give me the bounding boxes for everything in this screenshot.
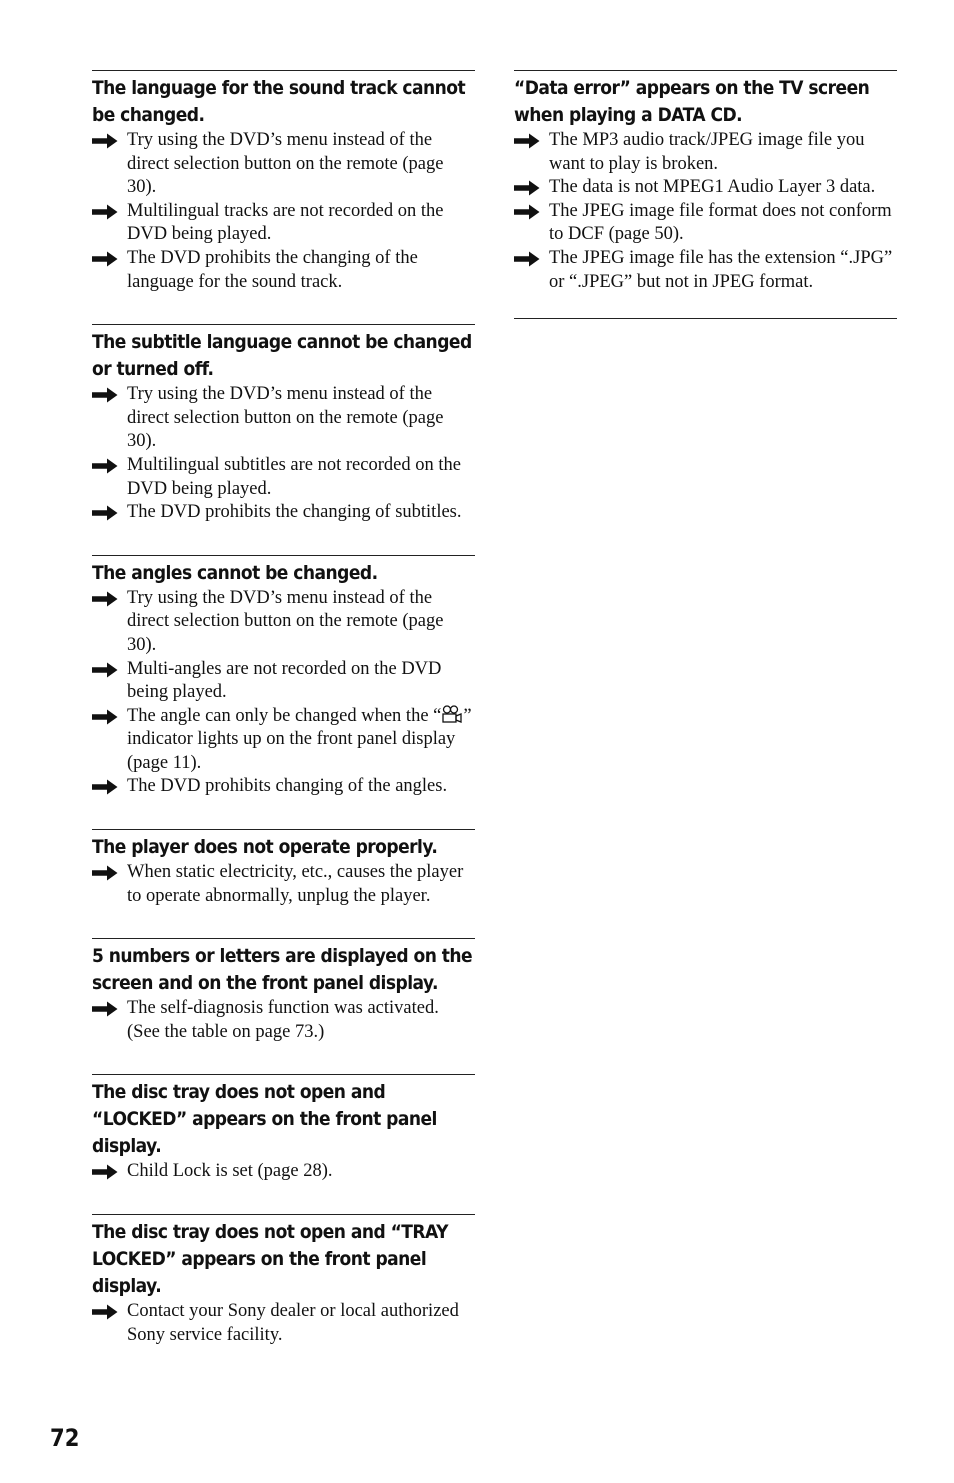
troubleshooting-section: [92, 938, 475, 1044]
troubleshooting-section: [514, 70, 897, 294]
solution-item: [92, 658, 475, 705]
section-heading: The disc tray does not open and “LOCKED” appears on the front panel display.: [92, 1081, 437, 1158]
solution-item: [514, 247, 897, 294]
solution-item: [514, 176, 897, 200]
arrow-right-icon: [514, 133, 540, 149]
solution-item: [92, 705, 475, 776]
solution-item: [92, 1300, 475, 1347]
solution-item: [92, 247, 475, 294]
solution-item: [92, 861, 475, 908]
solution-item: [92, 200, 475, 247]
section-heading: The language for the sound track cannot be changed.: [92, 77, 466, 126]
arrow-right-icon: [92, 458, 118, 474]
arrow-right-icon: [514, 204, 540, 220]
right-column: [514, 70, 897, 319]
arrow-right-icon: [92, 1001, 118, 1017]
solution-list: [514, 129, 897, 294]
arrow-right-icon: [92, 779, 118, 795]
troubleshooting-section: [92, 1074, 475, 1184]
solution-list: [92, 997, 475, 1044]
arrow-right-icon: [92, 865, 118, 881]
solution-text: The self-diagnosis function was activated. (See the table on page 73.): [127, 998, 439, 1042]
arrow-right-icon: [92, 1164, 118, 1180]
solution-list: [92, 1300, 475, 1347]
solution-item: [514, 200, 897, 247]
left-column: [92, 70, 475, 1377]
solution-text: Contact your Sony dealer or local authorized Sony service facility.: [127, 1301, 459, 1345]
solution-text: When static electricity, etc., causes the player to operate abnormally, unplug the player.: [127, 862, 464, 906]
section-heading: The angles cannot be changed.: [92, 561, 378, 584]
solution-item: [92, 1160, 475, 1184]
troubleshooting-section: [92, 324, 475, 525]
arrow-right-icon: [92, 1304, 118, 1320]
page-number: 72: [50, 1424, 80, 1452]
solution-item: [92, 383, 475, 454]
solution-text: The JPEG image file has the extension “.JPG” or “.JPEG” but not in JPEG format.: [549, 247, 893, 292]
arrow-right-icon: [92, 709, 118, 725]
solution-list: [92, 1160, 475, 1184]
solution-list: [92, 129, 475, 294]
arrow-right-icon: [92, 387, 118, 403]
solution-item: [92, 501, 475, 525]
solution-text: The MP3 audio track/JPEG image file you want to play is broken.: [549, 130, 865, 174]
solution-item: [92, 454, 475, 501]
troubleshooting-section: [92, 1214, 475, 1347]
arrow-right-icon: [92, 133, 118, 149]
solution-text: ” indicator lights up on the front panel display (page 11).: [127, 705, 472, 773]
section-heading: The subtitle language cannot be changed or turned off.: [92, 331, 472, 381]
solution-text: The DVD prohibits changing of the angles.: [127, 776, 448, 797]
section-heading: “Data error” appears on the TV screen when playing a DATA CD.: [514, 77, 870, 126]
arrow-right-icon: [92, 662, 118, 678]
solution-text: Try using the DVD’s menu instead of the direct selection button on the remote (page 30).: [127, 587, 444, 655]
solution-text: Child Lock is set (page 28).: [127, 1161, 333, 1182]
section-heading: 5 numbers or letters are displayed on the screen and on the front panel display.: [92, 945, 473, 995]
solution-list: [92, 383, 475, 525]
solution-text: Try using the DVD’s menu instead of the direct selection button on the remote (page 30).: [127, 130, 444, 198]
arrow-right-icon: [514, 180, 540, 196]
solution-text: Try using the DVD’s menu instead of the direct selection button on the remote (page 30).: [127, 384, 444, 452]
troubleshooting-section: [92, 829, 475, 908]
solution-text: The DVD prohibits the changing of subtitles.: [127, 502, 462, 523]
solution-item: [92, 587, 475, 658]
solution-text: The JPEG image file format does not conform to DCF (page 50).: [549, 200, 892, 245]
arrow-right-icon: [92, 505, 118, 521]
section-heading: The disc tray does not open and “TRAY LOCKED” appears on the front panel display.: [92, 1221, 448, 1298]
solution-text: The angle can only be changed when the “: [127, 705, 442, 726]
solution-text: The DVD prohibits the changing of the language for the sound track.: [127, 247, 418, 292]
solution-text: Multilingual subtitles are not recorded on the DVD being played.: [127, 454, 461, 499]
solution-item: [514, 129, 897, 176]
angle-camera-icon: [441, 705, 463, 723]
arrow-right-icon: [92, 591, 118, 607]
solution-item: [92, 775, 475, 799]
solution-text: Multi-angles are not recorded on the DVD being played.: [127, 658, 442, 703]
solution-text: Multilingual tracks are not recorded on the DVD being played.: [127, 200, 444, 245]
arrow-right-icon: [514, 251, 540, 267]
section-heading: The player does not operate properly.: [92, 836, 438, 859]
solution-item: [92, 997, 475, 1044]
troubleshooting-section: [92, 70, 475, 294]
solution-list: [92, 587, 475, 799]
troubleshooting-section: [92, 555, 475, 799]
solution-text: The data is not MPEG1 Audio Layer 3 data.: [549, 177, 876, 198]
solution-list: [92, 861, 475, 908]
solution-item: [92, 129, 475, 200]
section-end-rule: [514, 318, 897, 319]
arrow-right-icon: [92, 204, 118, 220]
arrow-right-icon: [92, 251, 118, 267]
